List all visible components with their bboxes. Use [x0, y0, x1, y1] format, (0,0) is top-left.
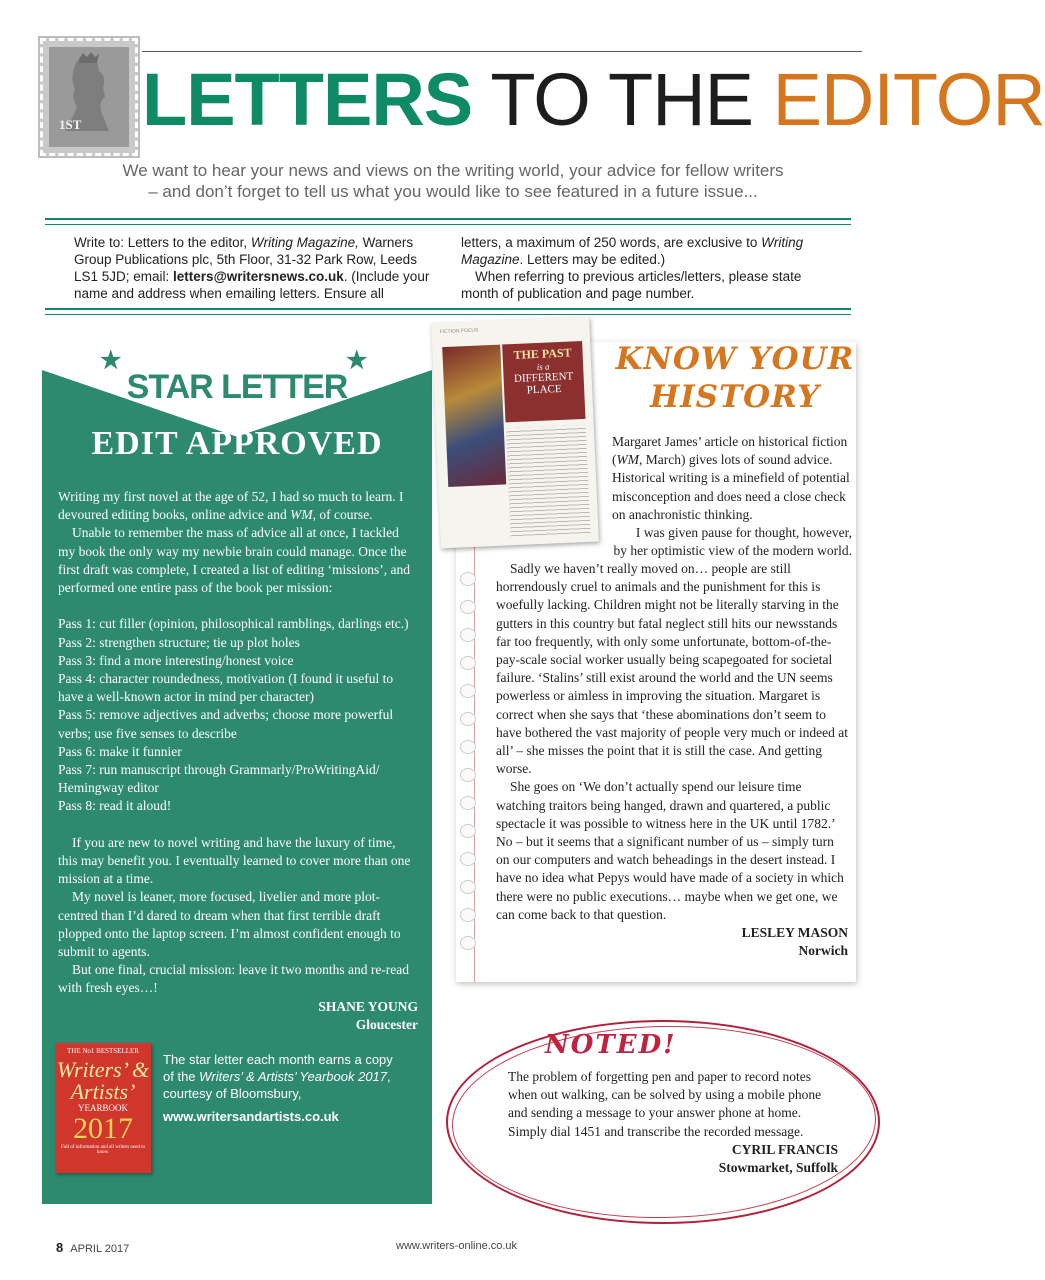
author-name: SHANE YOUNG — [318, 998, 418, 1014]
pass-item: Pass 4: character roundedness, motivation (I found it useful to have a well-known actor in mind per character) — [58, 671, 394, 705]
issue-date: APRIL 2017 — [70, 1243, 130, 1255]
star-letter-body: Writing my first novel at the age of 52, I had so much to learn. I devoured editing books, online advice and WM, of course. Unable to remember the mass of advice all at once, I tackled my book the only way my newbie brain could manage. Once the first draft was complete, I created a list of editing ‘missions’, and performed one entire pass of the book per mission: Pass 1: cut filler (opinion, philosophical ramblings, darlings etc.) Pass 2: strengthen structure; tie up plot holes Pass 3: find a more interesting/honest voice Pass 4: character roundedness, motivation (I found it useful to have a well-known actor in mind per character) Pass 5: remove adjectives and adverbs; choose more powerful verbs; use five senses to describe Pass 6: make it funnier Pass 7: run manuscript through Grammarly/ProWritingAid/ Hemingway editor Pass 8: read it aloud! If you are new to novel writing and have the luxury of time, this may benefit you. I eventually learned to cover more than one mission at a time. My novel is leaner, more focused, livelier and more plot-centred than I’d dared to dream when that first terrible draft plopped onto the laptop screen. I’m almost confident enough to submit to agents. But one final, crucial mission: leave it two months and re-read with fresh eyes…! SHANE YOUNG Gloucester — [58, 488, 418, 1034]
intro-text: We want to hear your news and views on the writing world, your advice for fellow writers – and don’t forget to tell us what you would like to see featured in a future issue... — [122, 161, 784, 201]
writersandartists-link[interactable]: www.writersandartists.co.uk — [163, 1109, 339, 1124]
email-link[interactable]: letters@writersnews.co.uk — [173, 269, 344, 284]
know-your-history-heading: KNOW YOUR HISTORY — [615, 341, 855, 415]
stamp-label: 1ST — [59, 117, 82, 132]
divider — [45, 308, 851, 310]
pass-item: Pass 5: remove adjectives and adverbs; choose more powerful verbs; use five senses to describe — [58, 707, 394, 741]
author-location: Norwich — [798, 943, 848, 959]
star-icon: ★ — [100, 347, 121, 374]
stamp-icon — [40, 38, 138, 156]
pass-item: Pass 6: make it funnier — [58, 743, 182, 759]
header-rule — [142, 51, 862, 52]
pass-item: Pass 8: read it aloud! — [58, 798, 172, 814]
instructions-right: letters, a maximum of 250 words, are exclusive to Writing Magazine. Letters may be edited.) When referring to previous articles/letters, please state month of publication and page number. — [461, 235, 804, 301]
pass-item: Pass 3: find a more interesting/honest voice — [58, 652, 294, 668]
yearbook-cover: THE No1 BESTSELLER Writers’ & Artists’ YEARBOOK 2017 Full of information and all writers need to know. — [55, 1043, 151, 1173]
instructions-left: Write to: Letters to the editor, Writing Magazine, Warners Group Publications plc, 5th Floor, 31-32 Park Row, Leeds LS1 5JD; email: letters@writersnews.co.uk. (Include your name and address when emailing letters. Ensure all — [74, 235, 430, 301]
pass-item: Pass 1: cut filler (opinion, philosophical ramblings, darlings etc.) — [58, 616, 409, 632]
star-icon: ★ — [346, 347, 367, 374]
divider — [45, 224, 851, 225]
page-title: LETTERS TO THE EDITOR — [142, 58, 1045, 141]
author-name: LESLEY MASON — [741, 925, 848, 941]
star-letter-heading: ★ STAR LETTER ★ — [100, 347, 367, 406]
page-footer-left — [56, 1240, 129, 1255]
star-letter-title: EDIT APPROVED — [91, 425, 383, 462]
star-letter-prize: The star letter each month earns a copy of the Writers’ & Artists’ Yearbook 2017, courtesy of Bloomsbury, www.writersandartists.co.uk — [163, 1051, 403, 1125]
pass-item: Pass 2: strengthen structure; tie up plot holes — [58, 634, 300, 650]
magazine-thumbnail: FICTION FOCUS THE PAST is a DIFFERENT PLACE — [431, 317, 599, 549]
divider — [45, 314, 851, 315]
noted-body: The problem of forgetting pen and paper to record notes when out walking, can be solved by using a mobile phone and sending a message to your answer phone at home. Simply dial 1451 and transcribe the recorded message. CYRIL FRANCIS Stowmarket, Suffolk — [508, 1068, 838, 1177]
divider — [45, 218, 851, 220]
history-letter-intro: Margaret James’ article on historical fiction (WM, March) gives lots of sound advice. Historical writing is a minefield of potential misconception and does need a close check on anachronistic thinking. I was given pause for thought, however, by her optimistic view of the modern world. — [612, 434, 852, 559]
history-letter-body: Sadly we haven’t really moved on… people are still horrendously cruel to animals and the punishment for this is woefully lacking. Children might not be literally starving in the gutters in this country but fatal neglect still hits our newsstands far too frequently, with only some unfortunate, bottom-of-the-pay-scale social worker usually being scapegoated for societal failure. ‘Stalins’ still exist around the world and the UN seems powerless or aimless in improving the situation. Margaret is correct when she says that ‘these abominations don’t seem to have bothered the vast majority of people very much or indeed at all’ – she misses the point that it is still the case. And getting worse. She goes on ‘We don’t actually spend our leisure time watching traitors being hanged, drawn and quartered, a public spectacle it was possible to witness here in the UK until 1782.’ No – but it seems that a significant number of us – simply turn on our computers and watch beheadings in the desert instead. I have no idea what Pepys would have made of a society in which there were no public executions… maybe when we get one, we can come back to that question. LESLEY MASON Norwich — [496, 560, 848, 960]
author-location: Stowmarket, Suffolk — [718, 1160, 838, 1176]
author-location: Gloucester — [355, 1016, 418, 1032]
pass-item: Pass 7: run manuscript through Grammarly/ProWritingAid/ Hemingway editor — [58, 762, 380, 796]
stained-glass-image — [442, 345, 506, 487]
author-name: CYRIL FRANCIS — [731, 1141, 838, 1157]
website-link[interactable]: www.writers-online.co.uk — [396, 1240, 518, 1252]
noted-heading: NOTED! — [545, 1030, 677, 1060]
page-number: 8 — [56, 1240, 64, 1255]
